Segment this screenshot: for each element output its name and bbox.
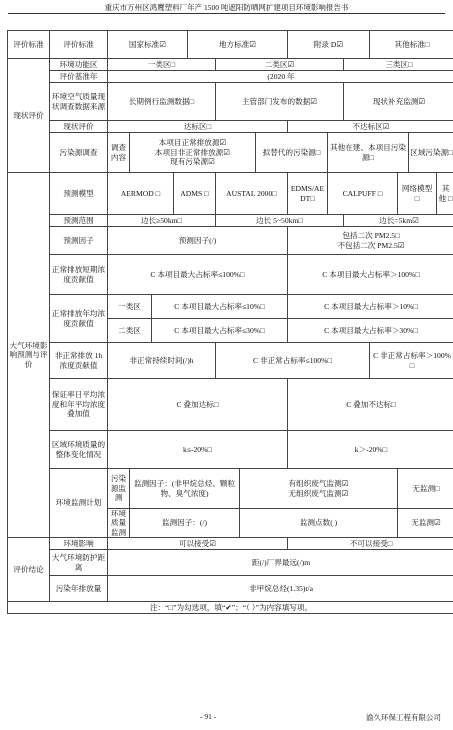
item-function-zone: 环境功能区 [50,59,108,71]
value-abnormal-duration: 非正常持续时间(/)h [108,343,216,379]
company-name: 渝久环保工程有限公司 [366,713,441,722]
value-quality-factor: 监测因子：(/) [130,509,240,538]
item-protection-distance: 大气环境防护距离 [50,550,108,576]
item-normal-short: 正常排放短期浓度贡献值 [50,255,108,295]
opt-routine-monitoring: 长期例行监测数据□ [108,83,216,121]
opt-replaced-sources: 拟替代的污染源□ [256,133,328,173]
page-number: - 91 - [200,712,217,721]
item-annual-emission: 污染年排放量 [50,576,108,602]
value-source-factor: 监测因子：(非甲烷总烃、颗粒物、臭气浓度) [130,469,240,509]
item-source-monitoring: 污染源监测 [108,469,130,509]
opt-appendix-d: 附录 D☑ [288,31,370,59]
value-base-year: (2020 年 [108,71,453,83]
opt-abnormal-gt-100: C 非正常占标率＞100%□ [370,343,453,379]
opt-zone-2: 二类区☑ [216,59,344,71]
item-model: 预测模型 [50,173,108,215]
opt-local-standard: 地方标准☑ [188,31,288,59]
section-eval-standard: 评价标准 [8,31,50,59]
opt-zone-1: 一类区□ [108,59,216,71]
opt-zone2-le-30: C 本项目最大占标率≤30%□ [152,319,288,343]
section-monitoring: 环境监测计划 [50,469,108,538]
opt-normal-gt-100: C 本项目最大占标率＞100%□ [288,255,453,295]
opt-zone-3: 三类区□ [344,59,453,71]
opt-range-50: 边长≥50km□ [108,215,216,227]
section-status: 现状评价 [8,59,50,173]
model-network: 网络模型 □ [398,173,437,215]
opt-quality-no-monitoring: 无监测☑ [398,509,453,538]
item-status-result: 现状评价 [50,121,108,133]
model-edms: EDMS/AEDT□ [288,173,328,215]
opt-project-sources: 本项目正常排放源☑ 本项目非正常排放源☑ 现有污染源☑ [130,133,256,173]
item-quality-monitoring: 环境质量监测 [108,509,130,538]
section-conclusion: 评价结论 [8,538,50,602]
opt-organized-unorganized: 有组织废气监测☑ 无组织废气监测☑ [240,469,398,509]
item-data-source: 环境空气质量现状调查数据来源 [50,83,108,121]
opt-zone2-gt-30: C 本项目最大占标率＞30%□ [288,319,453,343]
opt-k-le-20: k≤-20%□ [108,431,288,469]
running-header: 重庆市万州区鸿鹰塑料厂年产 1500 吨遮阳防晒网扩建项目环境影响报告书 [104,3,349,12]
opt-other-sources: 其他在建、本项目污染源□ [328,133,409,173]
header-rule [8,13,445,14]
opt-k-gt-20: k＞-20%□ [288,431,453,469]
opt-range-5-50: 边长 5~50km□ [216,215,344,227]
item-abnormal: 非正常排放 1h 浓度贡献值 [50,343,108,379]
section-pollution: 污染源调查 [50,133,108,173]
opt-source-no-monitoring: 无监测□ [398,469,453,509]
value-factor: 预测因子(/) [108,227,288,255]
opt-overlay-attain: C 叠加达标□ [108,379,288,431]
item-trend: 区域环境质量的整体变化情况 [50,431,108,469]
value-monitor-points: 监测点数( ) [240,509,398,538]
opt-zone1-gt-10: C 本项目最大占标率＞10%□ [288,295,453,319]
opt-non-attain-area: 不达标区☑ [288,121,453,133]
opt-supplementary-monitoring: 现状补充监测☑ [344,83,453,121]
opt-abnormal-le-100: C 非正常占标率≤100%□ [216,343,370,379]
item-survey-content: 调查内容 [108,133,130,173]
value-annual-emission: 非甲烷总烃(1.35)t/a [108,576,453,602]
item-base-year: 评价基准年 [50,71,108,83]
opt-normal-le-100: C 本项目最大占标率≤100%□ [108,255,288,295]
opt-other-standard: 其他标准□ [370,31,453,59]
model-calpuff: CALPUFF □ [328,173,398,215]
opt-national-standard: 国家标准☑ [108,31,188,59]
section-prediction: 大气环境影响预测与评价 [8,173,50,538]
item-guarantee: 保证率日平均浓度和年平均浓度叠加值 [50,379,108,431]
model-aermod: AERMOD □ [108,173,174,215]
opt-overlay-non-attain: C 叠加不达标□ [288,379,453,431]
model-adms: ADMS □ [174,173,216,215]
opt-unacceptable: 不可以接受□ [288,538,453,550]
opt-range-5: 边长=5km☑ [344,215,453,227]
item-range: 预测范围 [50,215,108,227]
item-eval-standard: 评价标准 [50,31,108,59]
value-protection-distance: 距(/)厂界最远(/)m [108,550,453,576]
table-note: 注：“□”为勾选项，填“✔”；“（ ）”为内容填写项。 [8,602,453,614]
model-austal: AUSTAL 2000□ [216,173,288,215]
label-zone-1: 一类区 [108,295,152,319]
opt-authority-data: 主管部门发布的数据☑ [216,83,344,121]
label-zone-2: 二类区 [108,319,152,343]
item-factor: 预测因子 [50,227,108,255]
opt-regional-sources: 区域污染源□ [409,133,453,173]
opt-zone1-le-10: C 本项目最大占标率≤10%□ [152,295,288,319]
item-normal-annual: 正常排放年均浓度贡献值 [50,295,108,343]
model-other: 其他 □ [437,173,453,215]
opt-acceptable: 可以接受☑ [108,538,288,550]
item-impact: 环境影响 [50,538,108,550]
opt-pm25: 包括二次 PM2.5□ 不包括二次 PM2.5☑ [288,227,453,255]
assessment-table [7,30,453,614]
opt-attain-area: 达标区□ [108,121,288,133]
